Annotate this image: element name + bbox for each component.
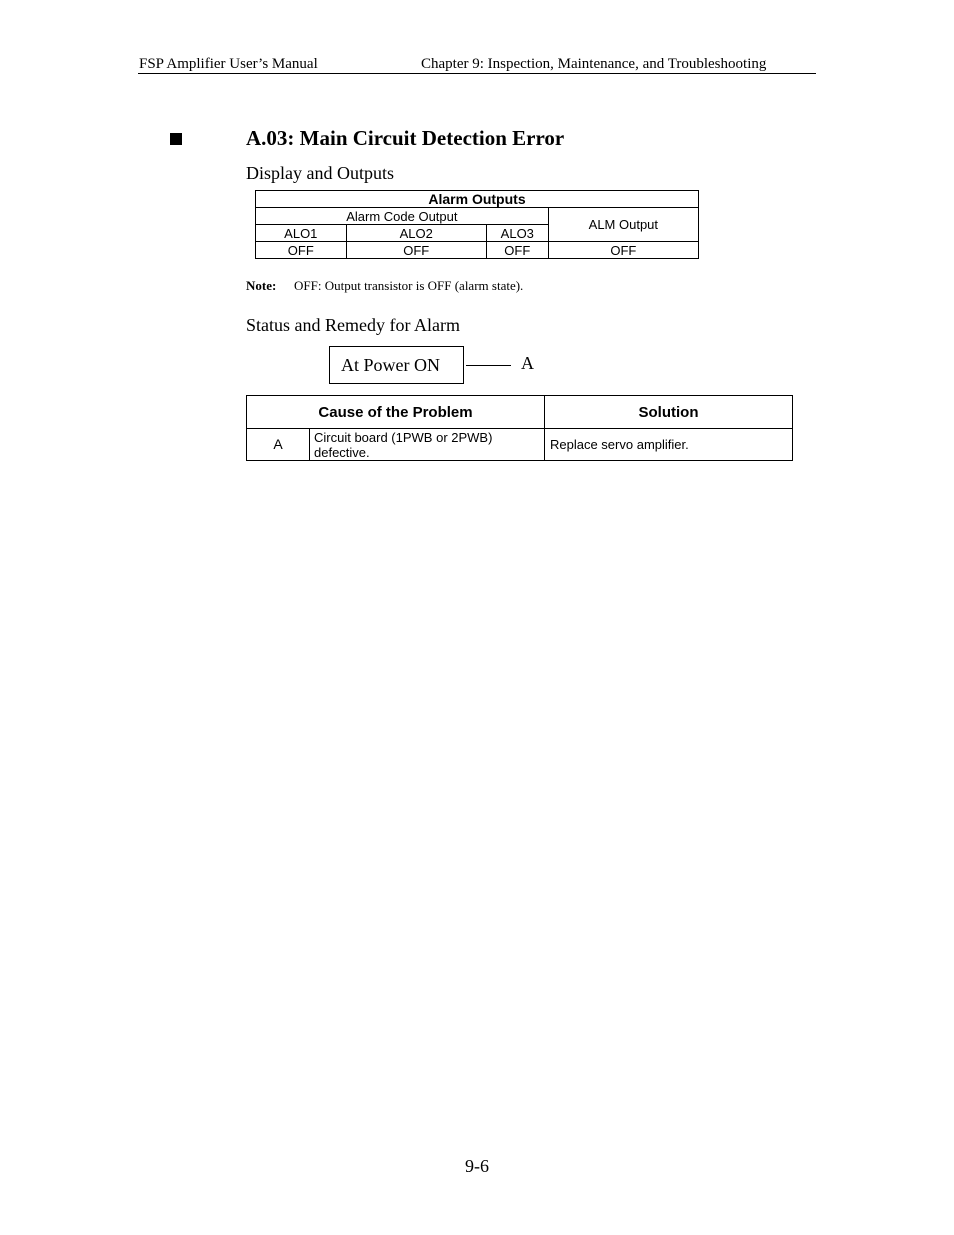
alo2-header: ALO2 <box>346 225 486 242</box>
alarm-outputs-table <box>255 190 699 259</box>
power-on-box: At Power ON <box>329 346 464 384</box>
display-outputs-heading: Display and Outputs <box>246 163 394 183</box>
square-bullet-icon <box>170 133 182 145</box>
alo1-value: OFF <box>256 242 347 259</box>
cause-id: A <box>247 429 310 461</box>
flow-status-label: A <box>521 353 534 373</box>
page-number: 9-6 <box>465 1156 489 1176</box>
alm-output-header: ALM Output <box>548 208 698 242</box>
header-rule <box>138 73 816 74</box>
status-remedy-heading: Status and Remedy for Alarm <box>246 315 460 335</box>
flow-connector-line <box>466 365 511 366</box>
cause-header: Cause of the Problem <box>247 396 545 429</box>
section-title: A.03: Main Circuit Detection Error <box>246 126 565 150</box>
alo3-header: ALO3 <box>486 225 548 242</box>
solution-text: Replace servo amplifier. <box>545 429 793 461</box>
running-header-chapter: Chapter 9: Inspection, Maintenance, and Troubleshooting <box>421 56 767 72</box>
cause-text: Circuit board (1PWB or 2PWB) defective. <box>310 429 545 461</box>
note-text: OFF: Output transistor is OFF (alarm state). <box>294 278 524 293</box>
alarm-outputs-title: Alarm Outputs <box>256 191 699 208</box>
running-header-title: FSP Amplifier User’s Manual <box>139 56 318 72</box>
alm-output-value: OFF <box>548 242 698 259</box>
note-label: Note: <box>246 278 277 293</box>
alarm-code-output-header: Alarm Code Output <box>256 208 549 225</box>
alo2-value: OFF <box>346 242 486 259</box>
table-row <box>247 429 793 461</box>
solution-header: Solution <box>545 396 793 429</box>
cause-solution-table <box>246 395 793 461</box>
alo3-value: OFF <box>486 242 548 259</box>
alo1-header: ALO1 <box>256 225 347 242</box>
